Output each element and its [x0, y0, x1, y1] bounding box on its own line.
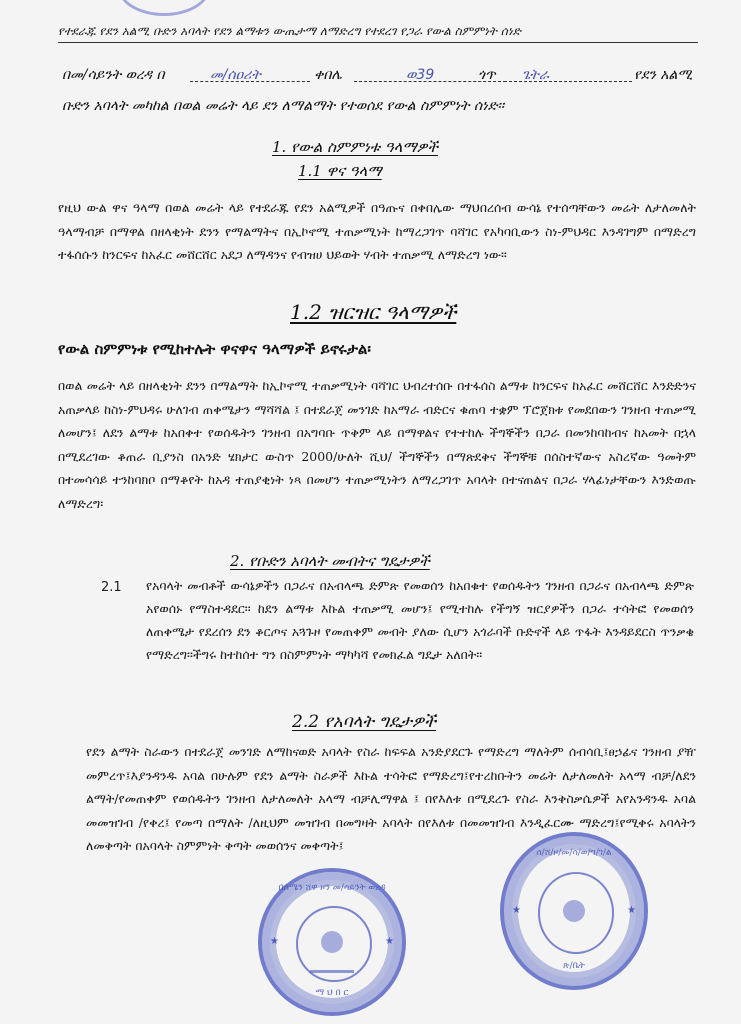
left-stamp-star-icon: ★ — [270, 936, 279, 948]
section-2-2-title: 2.2 የአባላት ግዴታዎች — [292, 712, 437, 732]
woreda-blank — [190, 67, 310, 82]
section-2-1-text: የአባላት መብቶች ውሳኔዎችን በጋራና በአብላጫ ድምጽ የመወሰን ከአበቁተ የወሰዱትን ገንዘብ በጋራና በአብላጫ ድምጽ አየወሰኑ የማስተዳደር፡፡ ከደን ልማቱ እኩል ተጠቃሚ መሆን፤ የሚተከሉ የችግኝ ዝርያዎችን በጋራ ተሳትፎ የመወሰን ለጠቀሜታ የደረሰን ደን ቆርጦና አጓጉዞ የመጠቀም መብት ያለው ሲሆን አጎራባች ቡድኖች ላይ ጥፋት እንዳይደርስ ጥንቃቄ የማድረግ፡፡ችግሩ ከተከሰተ ግን በስምምነት ማካካሻ የመክፈል ግዴታ አለበት፡፡ — [146, 578, 694, 662]
section-1-1-title: 1.1 ዋና ዓላማ — [298, 162, 382, 180]
section-1-title: 1. የውል ስምምነቱ ዓላማዎች — [272, 138, 438, 156]
right-stamp-emblem — [563, 900, 585, 922]
left-stamp-star-icon-2: ★ — [385, 936, 394, 948]
section-2-2-text: የደን ልማት ስራውን በተደራጀ መንገድ ለማከናወድ አባላት የስራ ከፍፍል አንድያደርጉ የማድረግ ማለትም ሰብሳቢ፤ፀኃፊና ገንዘብ ያዥ መምረጥ፤እያንዳንዱ አባል በሁሉም የደን ልማት ስራዎች እኩል ተሳትፎ የማድረግ፤የተረከቡትን መሬት ለታለመለት አላማ ብቻ/ለደን ልማት/የመጠቀም የወሰዱትን ገንዘብ ለታለመለት አላማ ብቻሊማዋል ፤ በየእለቱ በሚደረጉ የስራ እንቅስቃሴዎች አየአንዳንዱ አባል መመዝገብ /የቀረ፤ የመጣ በማለት /ለዚህም መዝገብ በመግዛት አባላት በየእለቱ በመመዝገብ እንዲፈርሙ ማድረግ፤የሚቀሩ አባላትን ለመቅጣት በአባላት ስምምነት ቅጣት መወሰንና መቀጣት፤ — [86, 744, 696, 853]
got-value: ጌትራ — [522, 67, 549, 83]
right-stamp-bottom-text: ጽ/ቤት — [563, 961, 585, 971]
left-stamp-emblem — [321, 931, 343, 953]
agreement-fill-line — [62, 67, 702, 89]
section-2-title: 2. የቡድን አባላት መብትና ግዴታዎች — [230, 552, 430, 570]
kebele-value: ወ39 — [406, 67, 435, 83]
left-stamp-text: በሰሜን ሸዋ ዞን መ/ሳይንት ወረዳ — [278, 883, 386, 894]
section-1-2-text: በወል መሬት ላይ በዘላቂነት ደንን በማልማት ከኢኮኖሚ ተጠቃሚነት ባሻገር ህብረተሰቡ በተፋሰስ ልማቱ ከንርፍና ከአፈር መሸርሸር እንድድንና አጠቃላይ ከስነ-ምህዳሩ ሁለገብ ጠቀሜታን ማሻሻል ፤ በተደራጀ መንገድ ከአማራ ብድርና ቁጠባ ተቋም ፕሮጀክቱ የመደበውን ገንዘብ ተጠቃሚ ለመሆን፤ ለደን ልማቱ ከአበቀተ የወሰዱትን ገንዘብ በአግባቡ ጥቅም ላይ በማዋልና የተተከሉ ችግኞችን በጋራ በመንከባከብና ከአመት በኋላ በሚደረገው ቆጠራ ቢያንስ በአንድ ሄክታር ውስጥ 2000/ሁለት ሺህ/ ችግኞችን በማጽደቅና ችግኞቹ በሰስተኛውና አስረኛው ዓመትም በተመሳሳይ ተንከባክቦ በማቆየት ከአዳ ተጠያቂነት ነጻ በመሆን ተጠቃሚነትን ለማረጋገጥ አባላት በተናጠልና በጋራ ሃላፊነታቸውን እንድወጡ ለማድረግ፡ — [58, 378, 696, 511]
left-stamp-bar — [310, 970, 355, 973]
woreda-value: መ/ሰዐሪት — [210, 67, 261, 83]
left-stamp-bottom-text: ማ ህ በ ር — [315, 988, 349, 998]
got-blank — [504, 67, 632, 82]
section-1-2-lead: የውል ስምምነቱ የሚከተሉት ዋናዋና ዓላማዎች ይኖሩታል፡ — [58, 340, 371, 358]
stamp-partial-top — [118, 0, 210, 16]
left-official-stamp — [258, 868, 406, 1016]
line-suffix: የደን አልሚ — [634, 67, 693, 83]
got-label: ጎጥ — [478, 67, 496, 83]
right-stamp-star-icon: ★ — [512, 905, 521, 916]
document-heading: የተደራጁ የደን አልሚ ቡድን አባላት የደን ልማቱን ውጤታማ ለማድረግ የተደረገ የጋራ የውል ስምምነት ሰነድ — [58, 24, 698, 43]
kebele-label: ቀበሌ — [314, 67, 342, 83]
section-1-2-title: 1.2 ዝርዝር ዓላማዎች — [290, 300, 457, 324]
right-official-stamp — [500, 832, 648, 990]
agreement-line-2: ቡድን አባላት መካከል በወል መሬት ላይ ደን ለማልማት የተወሰደ የውል ስምምነት ሰነድ፡፡ — [62, 98, 505, 114]
woreda-prefix: በመ/ሳይንት ወረዳ በ — [62, 67, 165, 83]
right-stamp-star-icon-2: ★ — [627, 905, 636, 916]
section-2-1-number: 2.1 — [101, 580, 122, 595]
section-1-1-text: የዚህ ውል ዋና ዓላማ በወል መሬት ላይ የተደራጁ የደን አልሚዎች በዓጡና በቀበሌው ማህበረሰብ ውሳኔ የተሰጣቸውን መሬት ለታለመለት ዓላማብቻ በማዋል በዘላቂነት ደንን የማልማትና በኢኮኖሚ ተጠቃሚነት ከማረጋገጥ ባሻገር የአካባቢውን ስነ-ምህዳር እንዳገግም በማድረግ ተፋሰሱን ከንርፍና ከአፈር መሸርሸር አደጋ ለማዳንና የብዝሀ ህይወት ሃብት ተጠቃሚ ለማድረግ ነው፡፡ — [58, 200, 696, 262]
right-stamp-text: ሰ/ሸ/ዞ/መ/ሳ/ወ/ግ/ገ/ል — [536, 848, 612, 858]
